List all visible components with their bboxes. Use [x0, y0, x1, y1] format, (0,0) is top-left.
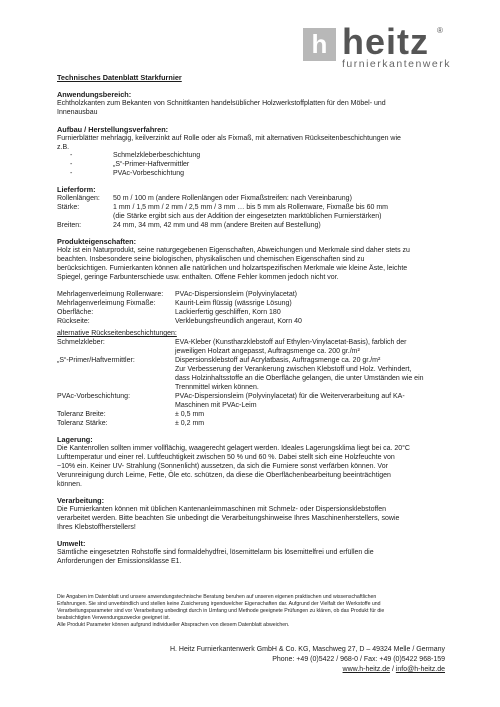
umwelt-line: Sämtliche eingesetzten Rohstoffe sind formaldehydfrei, lösemittelarm bis lösemittelfrei und erfüllen die: [57, 549, 374, 556]
bullet-dash: -: [70, 161, 73, 168]
rueckseiten-label: Toleranz Stärke:: [57, 420, 108, 427]
anwendung-line: Echtholzkanten zum Bekanten von Schnittkanten handelsüblicher Holzwerkstoffplatten für den Möbel- und: [57, 100, 386, 107]
logo-letter: h: [311, 29, 328, 59]
aufbau-bullet: PVAc-Vorbeschichtung: [113, 170, 185, 177]
aufbau-line: Furnierblätter mehrlagig, keilverzinkt auf Rolle oder als Fixmaß, mit alternativen Rückseitenbeschichtungen wie: [57, 135, 401, 142]
section-heading-anwendung: Anwendungsbereich:: [57, 90, 132, 99]
bullet-dash: -: [70, 152, 73, 159]
verarbeitung-line: verarbeitet werden. Bitte beachten Sie unbedingt die Verarbeitungshinweise Ihres Maschinenherstellers, sowie: [57, 515, 400, 522]
page-title: Technisches Datenblatt Starkfurnier: [57, 73, 182, 82]
verleimung-label: Mehrlagenverleimung Fixmaße:: [57, 300, 156, 307]
disclaimer-line: Erfahrungen. Sie sind unverbindlich und stellen keine Zusicherung irgendwelcher Eigenschaften dar. Aufgrund der Vielfalt der Werkstoffe und: [57, 601, 381, 607]
aufbau-bullet: Schmelzkleberbeschichtung: [113, 152, 201, 159]
rueckseiten-value: EVA-Kleber (Kunstharzklebstoff auf Ethylen-Vinylacetat-Basis), farblich der: [175, 339, 407, 346]
rueckseiten-value: Maschinen mit PVAc-Leim: [175, 402, 257, 409]
rueckseiten-value: Zur Verbesserung der Verankerung zwischen Klebstoff und Holz. Verhindert,: [175, 366, 412, 373]
lieferform-value: 50 m / 100 m (andere Rollenlängen oder Fixmaßstreifen: nach Vereinbarung): [113, 195, 352, 202]
verarbeitung-line: Ihres Klebstoffherstellers!: [57, 524, 136, 531]
produkt-line: Holz ist ein Naturprodukt, seine naturgegebenen Eigenschaften, Abweichungen und Merkmale sind daher stets zu: [57, 247, 410, 254]
rueckseiten-value: jeweiligen Holzart angepasst, Auftragsmenge ca. 200 gr./m²: [175, 348, 360, 355]
lagerung-line: können.: [57, 481, 82, 488]
produkt-line: beachten. Insbesondere seine biologischen, physikalischen und chemischen Eigenschaften sind zu: [57, 256, 365, 263]
rueckseiten-label: Schmelzkleber:: [57, 339, 105, 346]
verleimung-label: Mehrlagenverleimung Rollenware:: [57, 291, 164, 298]
verleimung-value: Kaurit-Leim flüssig (wässrige Lösung): [175, 300, 292, 307]
verleimung-value: Verklebungsfreundlich angeraut, Korn 40: [175, 318, 302, 325]
umwelt-line: Anforderungen der Emissionsklasse E1.: [57, 558, 182, 565]
rueckseiten-label: PVAc-Vorbeschichtung:: [57, 393, 131, 400]
rueckseiten-value: Dispersionsklebstoff auf Acrylatbasis, Auftragsmenge ca. 20 gr./m²: [175, 357, 381, 364]
disclaimer-line: beabsichtigten Verwendungszwecke geeignet ist.: [57, 615, 171, 621]
verleimung-value: Lackierfertig geschliffen, Korn 180: [175, 309, 281, 316]
rueckseiten-value: ± 0,5 mm: [175, 411, 205, 418]
logo-wordmark: heitz: [342, 21, 430, 62]
verleimung-value: PVAc-Dispersionsleim (Polyvinylacetat): [175, 291, 298, 298]
produkt-line: berücksichtigen. Furnierkanten können alle natürlichen und holzartspezifischen Merkmale wie kleine Äste, leichte: [57, 265, 408, 272]
bullet-dash: -: [70, 170, 73, 177]
footer-separator: /: [390, 666, 396, 673]
lieferform-label: Breiten:: [57, 222, 82, 229]
rueckseiten-value: ± 0,2 mm: [175, 420, 205, 427]
footer-phone: Phone: +49 (0)5422 / 968-0 / Fax: +49 (0)5422 968-159: [272, 656, 445, 663]
rueckseiten-value: Trennmittel wirken können.: [175, 384, 259, 391]
section-heading-lieferform: Lieferform:: [57, 185, 96, 194]
logo-registered: ®: [437, 26, 443, 35]
rueckseiten-label: Toleranz Breite:: [57, 411, 106, 418]
lagerung-line: Lufttemperatur und einer rel. Luftfeuchtigkeit zwischen 50 % und 60 %. Dabei stellt sich eine Holzfeuchte von: [57, 454, 395, 461]
lagerung-line: ~10% ein. Keiner UV- Strahlung (Sonnenlicht) aussetzen, da sich die Furniere sonst verfärben können. Vor: [57, 463, 388, 470]
footer-web-link[interactable]: www.h-heitz.de: [342, 666, 391, 673]
section-heading-verarbeitung: Verarbeitung:: [57, 496, 105, 505]
footer-email-link[interactable]: info@h-heitz.de: [395, 666, 445, 673]
rueckseiten-value: dass Holzinhaltsstoffe an die Oberfläche gelangen, die unter Umständen wie ein: [175, 375, 424, 382]
lieferform-label: Rollenlängen:: [57, 195, 100, 202]
section-heading-produkt: Produkteigenschaften:: [57, 237, 137, 246]
lieferform-value: 1 mm / 1,5 mm / 2 mm / 2,5 mm / 3 mm … bis 5 mm als Rollenware, Fixmaße bis 60 mm: [113, 204, 388, 211]
lieferform-value: (die Stärke ergibt sich aus der Addition der eingesetzten marktüblichen Furnierstärken): [113, 213, 382, 220]
produkt-line: Spiegel, geringe Farbunterschiede usw. enthalten. Offene Fehler kommen jedoch nicht vor.: [57, 274, 339, 281]
anwendung-line: Innenausbau: [57, 109, 98, 116]
footer-contact: [343, 666, 445, 675]
lieferform-label: Stärke:: [57, 204, 80, 211]
aufbau-bullet: „S“-Primer-Haftvermittler: [113, 161, 190, 168]
section-heading-umwelt: Umwelt:: [57, 539, 86, 548]
aufbau-line: z.B.: [57, 144, 70, 151]
section-heading-aufbau: Aufbau / Herstellungsverfahren:: [57, 125, 169, 134]
footer-company: H. Heitz Furnierkantenwerk GmbH & Co. KG, Maschweg 27, D – 49324 Melle / Germany: [169, 646, 445, 653]
disclaimer-line: Die Angaben im Datenblatt und unsere anwendungstechnische Beratung beruhen auf unseren eigenen praktischen und wissenschaftlichen: [57, 594, 377, 600]
verleimung-label: Oberfläche:: [57, 309, 94, 316]
section-heading-lagerung: Lagerung:: [57, 435, 93, 444]
rueckseiten-heading: alternative Rückseitenbeschichtungen:: [57, 330, 177, 337]
verarbeitung-line: Die Furnierkanten können mit üblichen Kantenanleimmaschinen mit Schmelz- oder Dispersionsklebstoffen: [57, 506, 387, 513]
disclaimer-line: Alle Produkt Parameter können aufgrund individueller Absprachen von diesem Datenblatt abweichen.: [57, 622, 290, 628]
rueckseiten-label: „S“-Primer/Haftvermittler:: [57, 357, 135, 364]
logo-tagline: furnierkantenwerk: [342, 58, 451, 70]
lagerung-line: Verunreinigung durch Leime, Fette, Öle etc. schützen, da diese die Oberflächenbearbeitung beeinträchtigen: [57, 472, 391, 479]
rueckseiten-value: PVAc-Dispersionsleim (Polyvinylacetat) für die Weiterverarbeitung auf KA-: [175, 393, 405, 400]
lieferform-value: 24 mm, 34 mm, 42 mm und 48 mm (andere Breiten auf Bestellung): [113, 222, 321, 229]
verleimung-label: Rückseite:: [57, 318, 90, 325]
lagerung-line: Die Kantenrollen sollten immer vollflächig, waagerecht gelagert werden. Ideales Lagerungsklima liegt bei ca. 20°C: [57, 445, 410, 452]
disclaimer-line: Verarbeitungsparameter sind vor Verarbeitung unbedingt durch in Umfang und Methode geeignete Prüfungen zu klären, ob das Produkt für die: [57, 608, 385, 614]
